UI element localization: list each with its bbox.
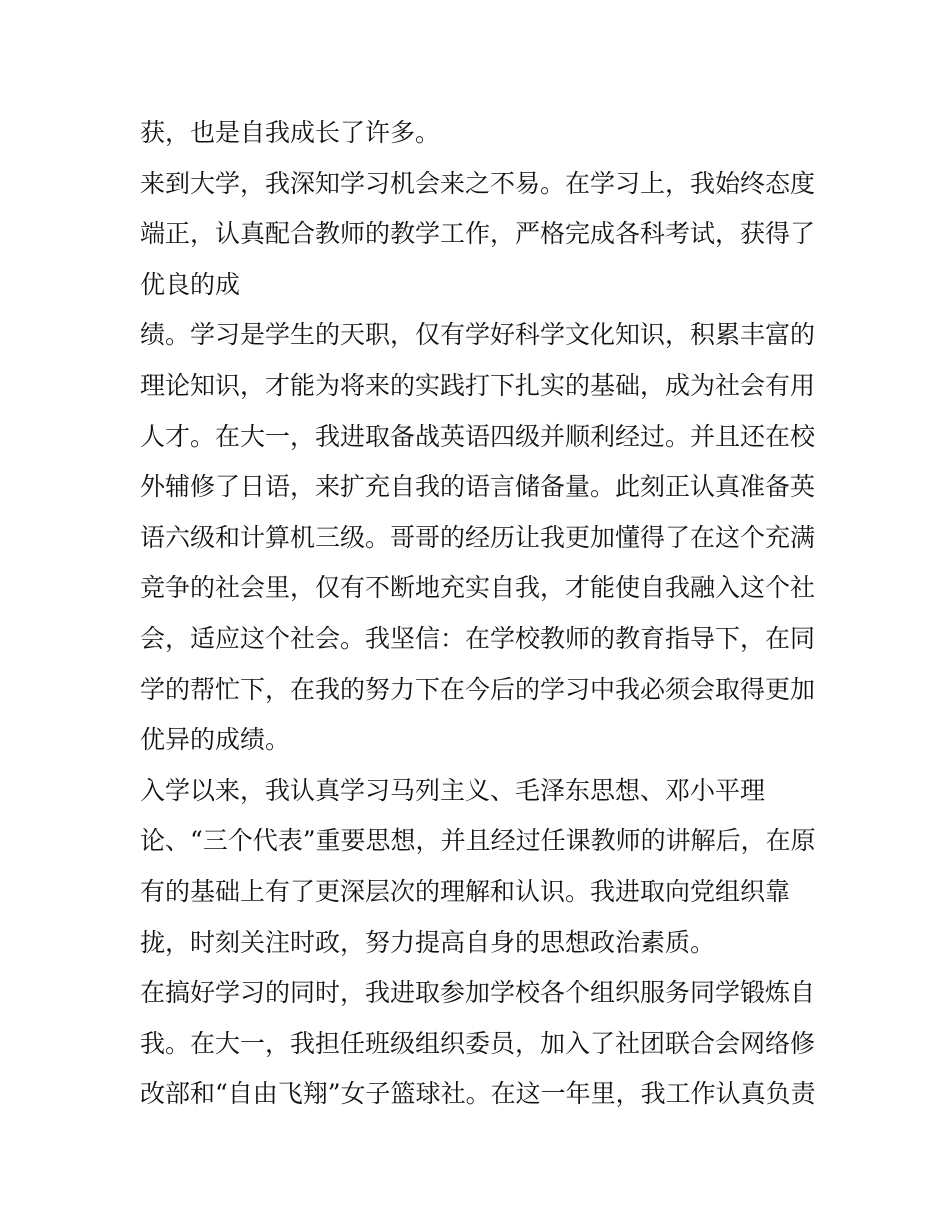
text-line: 获，也是自我成长了许多。 [140, 118, 441, 147]
text-line: 人才。在大一，我进取备战英语四级并顺利经过。并且还在校 [140, 421, 816, 451]
text-line: 来到大学，我深知学习机会来之不易。在学习上，我始终态度 [140, 168, 816, 198]
text-line: 改部和“自由飞翔”女子篮球社。在这一年里，我工作认真负责 [140, 1079, 816, 1109]
text-line: 有的基础上有了更深层次的理解和认识。我进取向党组织靠 [140, 876, 791, 906]
text-line: 竞争的社会里，仅有不断地充实自我，才能使自我融入这个社 [140, 573, 816, 603]
text-line: 优良的成 [140, 269, 241, 299]
text-line: 绩。学习是学生的天职，仅有学好科学文化知识，积累丰富的 [140, 320, 816, 350]
text-line: 外辅修了日语，来扩充自我的语言储备量。此刻正认真准备英 [140, 472, 816, 502]
text-line: 拢，时刻关注时政，努力提高自身的思想政治素质。 [140, 927, 716, 957]
text-line: 我。在大一，我担任班级组织委员，加入了社团联合会网络修 [140, 1028, 816, 1058]
text-line: 在搞好学习的同时，我进取参加学校各个组织服务同学锻炼自 [140, 978, 816, 1008]
text-line: 学的帮忙下，在我的努力下在今后的学习中我必须会取得更加 [140, 674, 816, 704]
text-line: 优异的成绩。 [140, 725, 291, 755]
text-line: 理论知识，才能为将来的实践打下扎实的基础，成为社会有用 [140, 370, 816, 400]
text-line: 论、“三个代表”重要思想，并且经过任课教师的讲解后，在原 [140, 826, 816, 856]
text-line: 会，适应这个社会。我坚信：在学校教师的教育指导下，在同 [140, 623, 816, 653]
text-line: 入学以来，我认真学习马列主义、毛泽东思想、邓小平理 [140, 775, 766, 805]
text-line: 语六级和计算机三级。哥哥的经历让我更加懂得了在这个充满 [140, 522, 816, 552]
text-line: 端正，认真配合教师的教学工作，严格完成各科考试，获得了 [140, 219, 816, 249]
body-text [140, 108, 820, 1120]
